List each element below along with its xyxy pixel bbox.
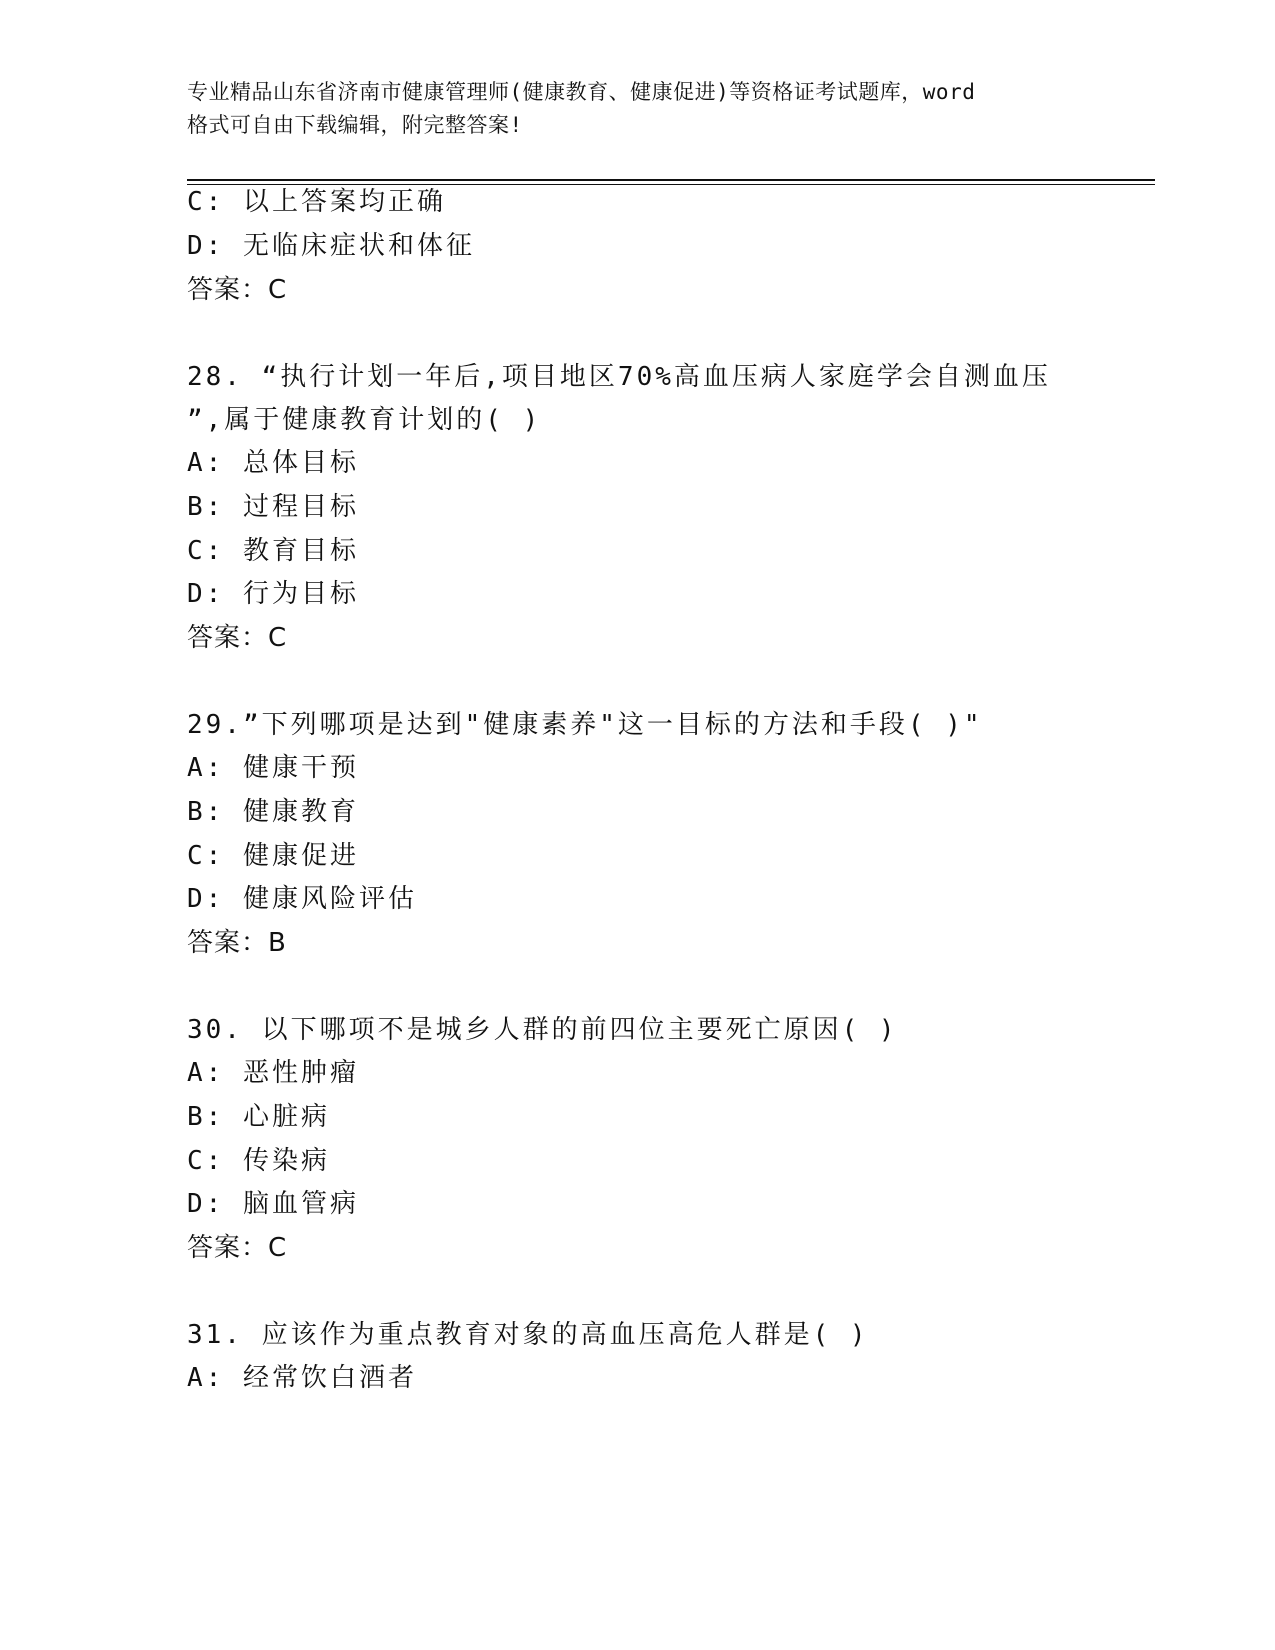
q29-answer: 答案：B: [187, 928, 287, 958]
q30-answer: 答案：C: [187, 1233, 288, 1263]
q27-option-c: C: 以上答案均正确: [187, 187, 446, 217]
q28-stem-line-2: ”,属于健康教育计划的( ): [187, 405, 542, 435]
q27-answer: 答案：C: [187, 275, 288, 305]
q28-answer: 答案：C: [187, 623, 288, 653]
q30-option-a: A: 恶性肿瘤: [187, 1058, 359, 1088]
header-divider-thick: [187, 179, 1155, 181]
q29-option-c: C: 健康促进: [187, 841, 359, 871]
q28-stem-line-1: 28. “执行计划一年后,项目地区70%高血压病人家庭学会自测血压: [187, 362, 1051, 392]
header-line-1: 专业精品山东省济南市健康管理师(健康教育、健康促进)等资格证考试题库，word: [187, 80, 976, 104]
q30-option-c: C: 传染病: [187, 1146, 330, 1176]
q28-option-b: B: 过程目标: [187, 492, 359, 522]
q29-stem: 29.”下列哪项是达到"健康素养"这一目标的方法和手段( )": [187, 710, 983, 740]
q30-stem: 30. 以下哪项不是城乡人群的前四位主要死亡原因( ): [187, 1015, 898, 1045]
q29-option-a: A: 健康干预: [187, 753, 359, 783]
q27-option-d: D: 无临床症状和体征: [187, 231, 475, 261]
q28-option-c: C: 教育目标: [187, 536, 359, 566]
q29-option-d: D: 健康风险评估: [187, 884, 417, 914]
q28-option-a: A: 总体目标: [187, 448, 359, 478]
document-header: [187, 76, 1087, 142]
q30-option-b: B: 心脏病: [187, 1102, 330, 1132]
q31-option-a: A: 经常饮白酒者: [187, 1363, 417, 1393]
q30-option-d: D: 脑血管病: [187, 1189, 359, 1219]
header-line-2: 格式可自由下载编辑，附完整答案!: [187, 113, 523, 137]
q29-option-b: B: 健康教育: [187, 797, 359, 827]
header-divider-thin: [187, 184, 1155, 185]
q28-option-d: D: 行为目标: [187, 579, 359, 609]
q31-stem: 31. 应该作为重点教育对象的高血压高危人群是( ): [187, 1320, 869, 1350]
